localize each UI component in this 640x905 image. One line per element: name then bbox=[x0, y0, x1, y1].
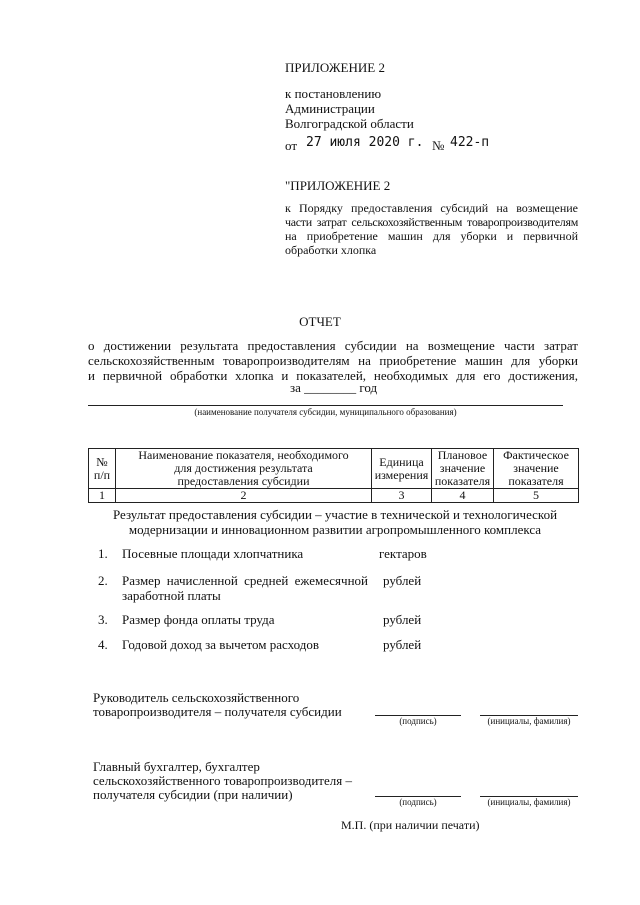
report-description-line-1: о достижении результата предоставления субсидии на возмещение части затрат bbox=[88, 338, 578, 353]
header-num: № п/п bbox=[89, 449, 116, 489]
inner-appendix-title: "ПРИЛОЖЕНИЕ 2 bbox=[285, 178, 391, 193]
procedure-line-1: к Порядку предоставления субсидий на возмещение bbox=[285, 201, 578, 215]
accountant-initials-caption: (инициалы, фамилия) bbox=[487, 797, 571, 807]
report-description-line-3: и первичной обработки хлопка и показателей, необходимых для его достижения, bbox=[88, 368, 578, 383]
row-2-name: Размер начисленной средней ежемесячной заработной платы bbox=[122, 573, 368, 603]
report-title: ОТЧЕТ bbox=[299, 314, 341, 329]
accountant-signature-caption: (подпись) bbox=[399, 797, 437, 807]
head-signature-caption: (подпись) bbox=[399, 716, 437, 726]
header-unit: Единица измерения bbox=[372, 449, 432, 489]
accountant-line-2: сельскохозяйственного товаропроизводителя – bbox=[93, 773, 352, 788]
head-initials-caption: (инициалы, фамилия) bbox=[487, 716, 571, 726]
decree-line-1: к постановлению bbox=[285, 86, 382, 101]
decree-line-3: Волгоградской области bbox=[285, 116, 414, 131]
table-header-row bbox=[89, 449, 579, 489]
row-2-unit: рублей bbox=[383, 573, 422, 588]
header-actual-value: Фактическое значение показателя bbox=[494, 449, 579, 489]
row-4-name: Годовой доход за вычетом расходов bbox=[122, 637, 319, 652]
decree-line-2: Администрации bbox=[285, 101, 375, 116]
procedure-line-4: обработки хлопка bbox=[285, 243, 377, 257]
accountant-line-1: Главный бухгалтер, бухгалтер bbox=[93, 759, 260, 774]
colnum-2: 2 bbox=[116, 489, 372, 503]
row-3-unit: рублей bbox=[383, 612, 422, 627]
head-signatory-line-2: товаропроизводителя – получателя субсидии bbox=[93, 704, 342, 719]
row-3-num: 3. bbox=[98, 612, 108, 627]
table-column-numbers-row bbox=[89, 489, 579, 503]
result-text: Результат предоставления субсидии – участие в технической и технологической модернизации и инновационном развитии агропромышленного комплекса bbox=[112, 507, 558, 537]
accountant-line-3: получателя субсидии (при наличии) bbox=[93, 787, 293, 802]
row-1-name: Посевные площади хлопчатника bbox=[122, 546, 304, 561]
row-3-name: Размер фонда оплаты труда bbox=[122, 612, 275, 627]
head-signatory-line-1: Руководитель сельскохозяйственного bbox=[93, 690, 300, 705]
indicators-table bbox=[88, 448, 579, 503]
colnum-5: 5 bbox=[494, 489, 579, 503]
row-1-unit: гектаров bbox=[379, 546, 427, 561]
seal-note: М.П. (при наличии печати) bbox=[341, 818, 480, 832]
report-description-line-2: сельскохозяйственным товаропроизводителям на приобретение машин для уборки bbox=[88, 353, 578, 368]
recipient-line bbox=[88, 405, 563, 406]
date-value: 27 июля 2020 г. bbox=[306, 135, 424, 150]
row-4-unit: рублей bbox=[383, 637, 422, 652]
appendix-title: ПРИЛОЖЕНИЕ 2 bbox=[285, 60, 385, 75]
recipient-caption: (наименование получателя субсидии, муниципального образования) bbox=[194, 407, 457, 417]
number-prefix: № bbox=[432, 138, 445, 153]
report-year-line: за ________ год bbox=[290, 380, 378, 395]
row-2-num: 2. bbox=[98, 573, 108, 588]
header-plan-value: Плановое значение показателя bbox=[432, 449, 494, 489]
row-4-num: 4. bbox=[98, 637, 108, 652]
row-1-num: 1. bbox=[98, 546, 108, 561]
header-indicator-name: Наименование показателя, необходимого для достижения результата предоставления субсидии bbox=[116, 449, 372, 489]
date-prefix: от bbox=[285, 138, 298, 153]
procedure-line-3: на приобретение машин для уборки и первичной bbox=[285, 229, 578, 243]
colnum-1: 1 bbox=[89, 489, 116, 503]
colnum-3: 3 bbox=[372, 489, 432, 503]
procedure-line-2: части затрат сельскохозяйственным товаропроизводителям bbox=[285, 215, 578, 229]
colnum-4: 4 bbox=[432, 489, 494, 503]
number-value: 422-п bbox=[450, 135, 490, 150]
